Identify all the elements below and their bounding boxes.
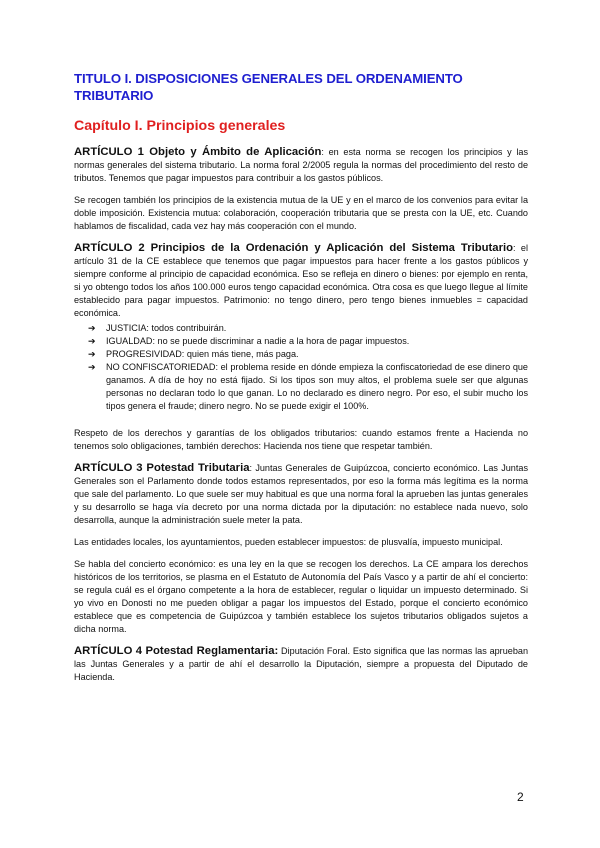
article-4 bbox=[74, 645, 528, 684]
paragraph-3: Las entidades locales, los ayuntamientos, pueden establecer impuestos: de plusvalía, impuesto municipal. bbox=[74, 537, 503, 547]
article-2-body: : el artículo 31 de la CE establece que tenemos que pagar impuestos para hacer frente a los gastos públicos y siempre conforme al principio de capacidad económica. Eso se refleja en dinero o bienes: por ejemplo en renta, si yo obtengo todos los años 100.000 euros tengo capacidad económica. Otra cosa es que luego llegue al límite establecido para pagar impuestos. Patrimonio: no tengo dinero, pero tengo bienes inmuebles = capacidad económica. bbox=[74, 243, 528, 318]
paragraph-2: Respeto de los derechos y garantías de los obligados tributarios: cuando estamos frente a Hacienda no tenemos solo obligaciones, también derechos: Hacienda nos tiene que respetar también. bbox=[74, 428, 528, 451]
article-3-heading: ARTÍCULO 3 Potestad Tributaria bbox=[74, 462, 250, 474]
list-item-text: PROGRESIVIDAD: quien más tiene, más paga. bbox=[106, 349, 299, 359]
article-1 bbox=[74, 146, 528, 185]
list-item bbox=[88, 335, 528, 348]
article-1-body: : en esta norma se recogen los principios y las normas generales del sistema tributario. La norma foral 2/2005 regula la normas del procedimiento del resto de tributos. Tenemos que pagar impuestos para contribuir a los gastos públicos. bbox=[74, 147, 528, 183]
article-3-body: : Juntas Generales de Guipúzcoa, concierto económico. Las Juntas Generales son el Parlamento donde todos estamos representados, por eso la forma más legítima es la norma que sale del parlamento. Lo que suele ser muy habitual es que una norma foral la aprueben las juntas generales y su desarrollo se haga vía decreto por una norma dictada por la diputación: no establece nada nuevo, solo desarrolla, aunque la administración suele meter la pata. bbox=[74, 463, 529, 525]
arrow-icon: ➔ bbox=[88, 336, 96, 346]
title-heading: TITULO I. DISPOSICIONES GENERALES DEL ORDENAMIENTO TRIBUTARIO bbox=[74, 71, 463, 103]
article-3 bbox=[74, 462, 528, 527]
article-1-heading: ARTÍCULO 1 Objeto y Ámbito de Aplicación bbox=[74, 146, 322, 158]
page-number: 2 bbox=[517, 790, 524, 804]
article-4-body: Diputación Foral. Esto significa que las normas las aprueban las Juntas Generales y a partir de ahí el desarrollo la Diputación, siempre a propuesta del Diputado de Hacienda. bbox=[74, 646, 528, 682]
article-2 bbox=[74, 242, 528, 320]
principles-list bbox=[74, 322, 528, 413]
list-item-text: NO CONFISCATORIEDAD: el problema reside en dónde empieza la confiscatoriedad de ese dinero que ganamos. A día de hoy no está fijado. Si los tipos son muy altos, el problema suele ser que algunas personas no declaran todo lo que ganan. Lo no declarado es dinero negro. Por eso, el subir mucho los tipos genera el fraude; dinero negro. No se puede exigir el 100%. bbox=[106, 362, 528, 411]
paragraph-4: Se habla del concierto económico: es una ley en la que se recogen los derechos. La CE ampara los derechos históricos de los territorios, se plasma en el Estatuto de Autonomía del País Vasco y a partir de ahí el concierto: se regula cuál es el órgano competente a la hora de establecer, regular o liquidar un impuesto determinado. Si yo vivo en Donosti no me pueden obligar a pagar los impuestos del Estado, porque el concierto económico establece que es competencia de Guipúzcoa y también establece los sujetos tributarios obligados sujetos a dicha norma. bbox=[74, 559, 528, 634]
list-item-text: IGUALDAD: no se puede discriminar a nadie a la hora de pagar impuestos. bbox=[106, 336, 410, 346]
list-item-text: JUSTICIA: todos contribuirán. bbox=[106, 323, 227, 333]
list-item bbox=[88, 322, 528, 335]
list-item bbox=[88, 348, 528, 361]
document-page bbox=[74, 70, 528, 693]
article-2-heading: ARTÍCULO 2 Principios de la Ordenación y Aplicación del Sistema Tributario bbox=[74, 242, 514, 254]
arrow-icon: ➔ bbox=[88, 349, 96, 359]
arrow-icon: ➔ bbox=[88, 323, 96, 333]
paragraph-1: Se recogen también los principios de la existencia mutua de la UE y en el marco de los convenios para evitar la doble imposición. Existencia mutua: colaboración, cooperación tributaria que se presta con la UE, etc. Cuando hablamos de fiscalidad, cada vez hay más cooperación con el mundo. bbox=[74, 195, 528, 231]
arrow-icon: ➔ bbox=[88, 362, 96, 372]
article-4-heading: ARTÍCULO 4 Potestad Reglamentaria: bbox=[74, 645, 279, 657]
chapter-heading: Capítulo I. Principios generales bbox=[74, 118, 286, 134]
list-item bbox=[88, 361, 528, 413]
